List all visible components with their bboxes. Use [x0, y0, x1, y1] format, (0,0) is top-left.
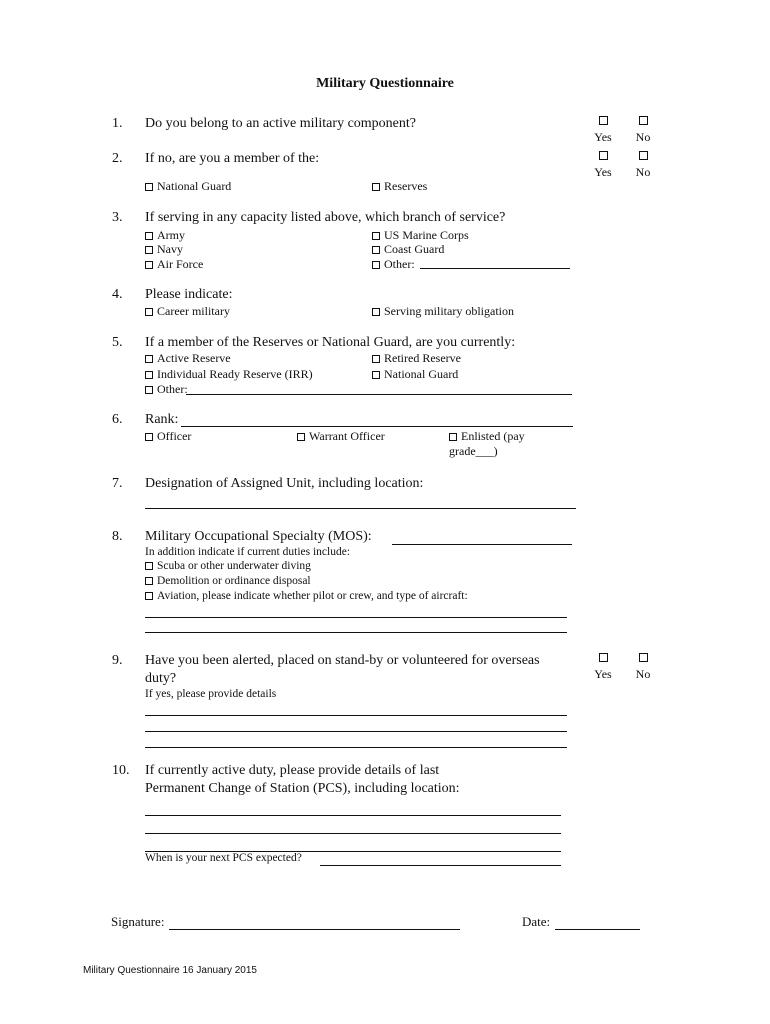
q3-option-marine-corps[interactable]: US Marine Corps — [372, 228, 469, 243]
q6-rank-input-line[interactable] — [181, 426, 573, 427]
checkbox[interactable] — [145, 308, 153, 316]
signature-label: Signature: — [111, 914, 165, 929]
q8-intro: In addition indicate if current duties include: — [145, 546, 351, 558]
q7-number: 7. — [112, 476, 123, 491]
checkbox[interactable] — [372, 308, 380, 316]
q3-option-coast-guard[interactable]: Coast Guard — [372, 242, 444, 257]
date-label: Date: — [522, 914, 551, 929]
q9-text-line-1: Have you been alerted, placed on stand-by or volunteered for overseas — [145, 653, 540, 668]
checkbox[interactable] — [145, 562, 153, 570]
checkbox[interactable] — [145, 355, 153, 363]
checkbox[interactable] — [297, 433, 305, 441]
q10-details-line-1[interactable] — [145, 815, 561, 816]
q5-option-other[interactable]: Other: — [145, 382, 188, 397]
q1-no-label: No — [635, 130, 651, 144]
q3-option-army[interactable]: Army — [145, 228, 185, 243]
checkbox[interactable] — [145, 183, 153, 191]
q7-text: Designation of Assigned Unit, including location: — [145, 476, 424, 491]
q9-yes-label: Yes — [594, 667, 612, 681]
q6-pay-grade-label: grade___) — [449, 444, 498, 458]
q9-no-option[interactable] — [628, 653, 658, 682]
q6-option-enlisted[interactable]: Enlisted (pay — [449, 429, 525, 444]
q5-other-input-line[interactable] — [186, 394, 572, 395]
q8-option-aviation[interactable]: Aviation, please indicate whether pilot or crew, and type of aircraft: — [145, 590, 468, 602]
q8-aviation-line-2[interactable] — [145, 632, 567, 633]
q1-yes-checkbox[interactable] — [599, 116, 608, 125]
q5-option-irr[interactable]: Individual Ready Reserve (IRR) — [145, 367, 313, 382]
q1-number: 1. — [112, 116, 123, 131]
q1-yes-label: Yes — [594, 130, 612, 144]
q1-text: Do you belong to an active military component? — [145, 116, 416, 131]
q2-yes-label: Yes — [594, 165, 612, 179]
q3-option-navy[interactable]: Navy — [145, 242, 183, 257]
q4-option-serving-obligation[interactable]: Serving military obligation — [372, 304, 514, 319]
checkbox[interactable] — [372, 246, 380, 254]
checkbox[interactable] — [372, 232, 380, 240]
q2-no-option[interactable] — [628, 151, 658, 180]
q8-option-demolition[interactable]: Demolition or ordinance disposal — [145, 575, 311, 587]
checkbox[interactable] — [145, 386, 153, 394]
q5-option-active-reserve[interactable]: Active Reserve — [145, 351, 231, 366]
q2-option-national-guard[interactable]: National Guard — [145, 179, 231, 194]
q3-option-air-force[interactable]: Air Force — [145, 257, 203, 272]
q8-aviation-line-1[interactable] — [145, 617, 567, 618]
checkbox[interactable] — [145, 246, 153, 254]
q8-option-scuba[interactable]: Scuba or other underwater diving — [145, 560, 311, 572]
q2-no-label: No — [635, 165, 651, 179]
q7-input-line[interactable] — [145, 508, 576, 509]
q1-yes-option[interactable] — [588, 116, 618, 145]
q9-text-line-2: duty? — [145, 671, 177, 686]
q9-details-line-1[interactable] — [145, 715, 567, 716]
q10-text-line-2: Permanent Change of Station (PCS), including location: — [145, 781, 460, 796]
page-footer: Military Questionnaire 16 January 2015 — [83, 965, 257, 976]
checkbox[interactable] — [372, 355, 380, 363]
q5-text: If a member of the Reserves or National Guard, are you currently: — [145, 335, 516, 350]
q9-sub-text: If yes, please provide details — [145, 688, 277, 700]
q9-yes-option[interactable] — [588, 653, 618, 682]
q9-details-line-2[interactable] — [145, 731, 567, 732]
q4-text: Please indicate: — [145, 287, 233, 302]
checkbox[interactable] — [372, 261, 380, 269]
q3-number: 3. — [112, 210, 123, 225]
checkbox[interactable] — [372, 183, 380, 191]
q2-number: 2. — [112, 151, 123, 166]
page-title: Military Questionnaire — [316, 76, 454, 91]
q9-yes-checkbox[interactable] — [599, 653, 608, 662]
q3-option-other[interactable]: Other: — [372, 257, 415, 272]
q10-details-line-2[interactable] — [145, 833, 561, 834]
q6-number: 6. — [112, 412, 123, 427]
q10-number: 10. — [112, 763, 130, 778]
q10-text-line-1: If currently active duty, please provide details of last — [145, 763, 440, 778]
checkbox[interactable] — [145, 232, 153, 240]
q9-no-label: No — [635, 667, 651, 681]
q5-option-national-guard[interactable]: National Guard — [372, 367, 458, 382]
q6-option-warrant-officer[interactable]: Warrant Officer — [297, 429, 385, 444]
q2-yes-checkbox[interactable] — [599, 151, 608, 160]
q10-pcs-prompt: When is your next PCS expected? — [145, 852, 302, 864]
date-input-line[interactable] — [555, 929, 640, 930]
checkbox[interactable] — [372, 371, 380, 379]
q1-no-checkbox[interactable] — [639, 116, 648, 125]
q2-no-checkbox[interactable] — [639, 151, 648, 160]
checkbox[interactable] — [145, 577, 153, 585]
q8-mos-input-line[interactable] — [392, 544, 572, 545]
checkbox[interactable] — [145, 592, 153, 600]
q2-yes-option[interactable] — [588, 151, 618, 180]
q9-number: 9. — [112, 653, 123, 668]
q1-no-option[interactable] — [628, 116, 658, 145]
checkbox[interactable] — [145, 261, 153, 269]
q8-text: Military Occupational Specialty (MOS): — [145, 529, 372, 544]
q3-text: If serving in any capacity listed above, which branch of service? — [145, 210, 506, 225]
q4-number: 4. — [112, 287, 123, 302]
q9-no-checkbox[interactable] — [639, 653, 648, 662]
q3-other-input-line[interactable] — [420, 268, 570, 269]
q4-option-career-military[interactable]: Career military — [145, 304, 230, 319]
checkbox[interactable] — [449, 433, 457, 441]
checkbox[interactable] — [145, 371, 153, 379]
q6-option-officer[interactable]: Officer — [145, 429, 191, 444]
q9-details-line-3[interactable] — [145, 747, 567, 748]
q10-pcs-input-line[interactable] — [320, 865, 561, 866]
q2-text: If no, are you a member of the: — [145, 151, 320, 166]
q5-number: 5. — [112, 335, 123, 350]
q5-option-retired-reserve[interactable]: Retired Reserve — [372, 351, 461, 366]
q6-text: Rank: — [145, 412, 179, 427]
checkbox[interactable] — [145, 433, 153, 441]
q2-option-reserves[interactable]: Reserves — [372, 179, 427, 194]
signature-input-line[interactable] — [169, 929, 460, 930]
q8-number: 8. — [112, 529, 123, 544]
